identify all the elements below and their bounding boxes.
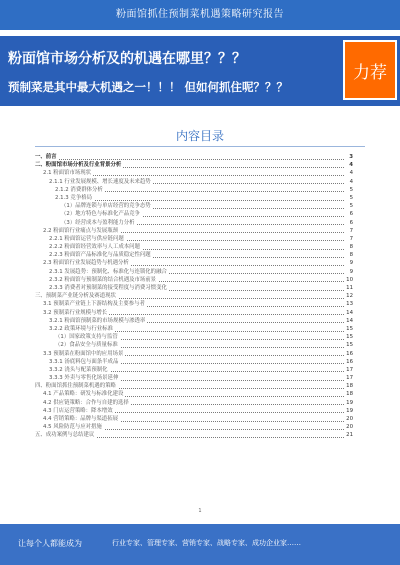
footer-bar: [0, 524, 400, 565]
toc-entry-page: 18: [346, 383, 353, 390]
toc-entry-page: 15: [346, 334, 353, 341]
toc-entry-label: 3.2 预制菜行业规模与增长: [43, 309, 108, 316]
toc-entry[interactable]: [35, 243, 353, 251]
toc-entry-page: 14: [346, 317, 353, 324]
toc-entry[interactable]: [35, 268, 353, 276]
toc-entry[interactable]: [35, 161, 353, 169]
toc-entry-label: 3.2.1 粉面馆预制菜的市场规模与渗透率: [49, 317, 146, 324]
toc-entry-label: 3.3 预制菜在粉面馆中的应用场景: [43, 350, 124, 357]
recommend-logo: 力荐: [345, 42, 395, 98]
toc-entry-label: 一、前言: [35, 154, 57, 160]
toc-entry[interactable]: [35, 382, 353, 390]
toc-entry[interactable]: [35, 374, 353, 382]
toc-entry-label: 2.1.3 竞争格局: [55, 194, 92, 201]
toc-entry-page: 4: [345, 178, 353, 186]
toc-entry-label: 2.1.2 消费群体分析: [55, 186, 103, 193]
toc-entry-page: 5: [345, 202, 353, 210]
toc-entry-page: 5: [345, 186, 353, 194]
toc-entry-label: 2.2.2 粉面馆经营效率与人工成本问题: [49, 244, 140, 251]
toc-entry[interactable]: [35, 317, 353, 325]
toc-entry[interactable]: [35, 350, 353, 358]
toc-entry[interactable]: [35, 284, 353, 292]
toc-entry-page: 13: [346, 301, 353, 308]
toc-entry-page: 18: [346, 391, 353, 398]
toc-entry[interactable]: [35, 194, 353, 202]
toc-entry-page: 19: [346, 399, 353, 406]
toc-entry-label: 2.1.1 行业发展规模、增长速度及未来趋势: [49, 178, 151, 185]
toc-entry-label: 3.3.2 浇头与配菜预制化: [49, 366, 108, 373]
toc-entry-label: 2.2.3 粉面馆产品标准化与品质稳定性问题: [49, 252, 151, 259]
toc-entry[interactable]: [35, 178, 353, 186]
toc-entry[interactable]: [35, 227, 353, 235]
toc-entry-label: 4.4 营销策略：品牌与渠道拓展: [43, 416, 118, 422]
toc-entry[interactable]: [35, 333, 353, 341]
toc-entry[interactable]: [35, 276, 353, 284]
title-banner: [0, 36, 400, 106]
toc-title: 内容目录: [175, 129, 224, 143]
toc-entry-page: 9: [345, 259, 353, 267]
toc-entry-page: 9: [345, 268, 353, 276]
page-number: 1: [198, 508, 202, 514]
toc-entry[interactable]: [35, 219, 353, 227]
toc-entry[interactable]: [35, 399, 353, 407]
report-header-bar: [0, 0, 400, 30]
toc-entry[interactable]: [35, 309, 353, 317]
toc-entry-label: 4.5 风险防范与应对措施: [43, 424, 102, 431]
banner-subheadline: 预制菜是其中最大机遇之一！！！ 但如何抓住呢？？？: [8, 80, 289, 94]
toc-entry-page: 4: [345, 161, 353, 169]
toc-divider: [35, 146, 365, 147]
report-title: 粉面馆抓住预制菜机遇策略研究报告: [116, 9, 284, 20]
toc-entry[interactable]: [35, 423, 353, 431]
toc-entry-page: 19: [346, 407, 353, 414]
toc-entry[interactable]: [35, 366, 353, 374]
toc-entry-page: 6: [345, 219, 353, 227]
toc-entry-page: 12: [346, 293, 353, 300]
table-of-contents: [35, 153, 353, 440]
toc-entry-label: 二、粉面馆市场分析及行业背景分析: [35, 162, 122, 169]
toc-entry-page: 15: [346, 325, 353, 332]
toc-entry-page: 7: [345, 227, 353, 235]
toc-entry-label: 3.3.3 外卖与零售化场景延伸: [49, 375, 119, 382]
toc-entry[interactable]: [35, 153, 353, 161]
toc-entry-page: 5: [345, 194, 353, 202]
toc-entry-page: 4: [345, 169, 353, 177]
toc-entry-label: 五、成功案例与总结建议: [35, 432, 95, 439]
toc-entry-label: 三、预制菜产业链分析及赛道现状: [35, 293, 116, 300]
toc-entry[interactable]: [35, 358, 353, 366]
toc-entry-page: 17: [346, 366, 353, 373]
toc-entry[interactable]: [35, 292, 353, 300]
toc-entry-page: 8: [345, 251, 353, 259]
toc-entry-page: 7: [345, 235, 353, 243]
toc-entry-label: 2.3.2 粉面馆与预制菜的结合机遇及市场前景: [49, 276, 157, 283]
toc-entry-label: 2.3 粉面馆行业发展趋势与机遇分析: [43, 260, 129, 267]
toc-entry[interactable]: [35, 251, 353, 259]
toc-entry-page: 6: [345, 210, 353, 218]
toc-entry-label: 3.3.1 汤底料包与面条半成品: [49, 358, 119, 365]
toc-entry[interactable]: [35, 390, 353, 398]
toc-entry-label: （2）食品安全与质量标准: [55, 342, 118, 349]
toc-entry-page: 16: [346, 358, 353, 365]
toc-entry[interactable]: [35, 431, 353, 439]
toc-entry-page: 3: [345, 153, 353, 161]
toc-entry-label: （3）经营成本与盈利能力分析: [61, 219, 135, 226]
toc-entry-page: 16: [346, 350, 353, 357]
toc-entry-label: 4.1 产品策略：研发与标准化建设: [43, 391, 124, 398]
toc-entry-label: （2）地方特色与标准化产品竞争: [61, 211, 140, 218]
toc-entry[interactable]: [35, 407, 353, 415]
toc-entry-page: 17: [346, 375, 353, 382]
toc-entry-label: 2.2.1 粉面馆运营与供应链问题: [49, 235, 124, 242]
toc-leader-dots: [55, 200, 344, 201]
toc-entry[interactable]: [35, 300, 353, 308]
toc-entry[interactable]: [35, 325, 353, 333]
toc-entry-label: 2.2 粉面馆行业痛点与发展瓶颈: [43, 227, 118, 234]
footer-slogan: 让每个人都能成为: [18, 539, 82, 548]
footer-audience: 行业专家、管理专家、营销专家、战略专家、成功企业家……: [112, 539, 301, 547]
toc-entry-label: （1）国家政策支持与监管: [55, 334, 118, 341]
toc-entry-label: 2.3.3 消费者对预制菜的接受程度与消费习惯变化: [49, 285, 167, 291]
toc-entry-page: 21: [346, 432, 353, 439]
toc-entry[interactable]: [35, 259, 353, 267]
toc-entry-page: 8: [345, 243, 353, 251]
toc-entry-page: 20: [346, 416, 353, 422]
toc-entry-label: 3.1 预制菜产业链上下游结构及主要参与者: [43, 301, 145, 308]
toc-entry[interactable]: [35, 186, 353, 194]
toc-entry-page: 11: [346, 285, 353, 291]
toc-entry-page: 10: [346, 276, 353, 283]
toc-entry-label: 2.3.1 发展趋势：预制化、标准化与连锁化的融合: [49, 268, 167, 275]
toc-entry-label: 四、粉面馆抓住预制菜机遇的策略: [35, 383, 116, 390]
toc-leader-dots: [35, 159, 344, 160]
toc-entry-page: 15: [346, 342, 353, 349]
toc-entry[interactable]: [35, 235, 353, 243]
toc-entry[interactable]: [35, 202, 353, 210]
toc-entry-page: 14: [346, 309, 353, 316]
toc-entry[interactable]: [35, 210, 353, 218]
toc-entry-label: 4.3 门店运营策略：降本增效: [43, 407, 113, 414]
toc-entry[interactable]: [35, 169, 353, 177]
toc-entry[interactable]: [35, 415, 353, 423]
toc-entry-label: （1）品牌连锁与单店经营的竞争态势: [61, 203, 151, 210]
toc-entry-label: 2.1 粉面馆市场现状: [43, 170, 92, 177]
toc-entry[interactable]: [35, 341, 353, 349]
toc-entry-page: 20: [346, 424, 353, 431]
toc-entry-label: 4.2 供应链策略：合作与自建的选择: [43, 399, 129, 406]
toc-entry-label: 3.2.2 政策环境与行业标准: [49, 325, 113, 332]
banner-headline: 粉面馆市场分析及的机遇在哪里？？？: [8, 51, 246, 67]
